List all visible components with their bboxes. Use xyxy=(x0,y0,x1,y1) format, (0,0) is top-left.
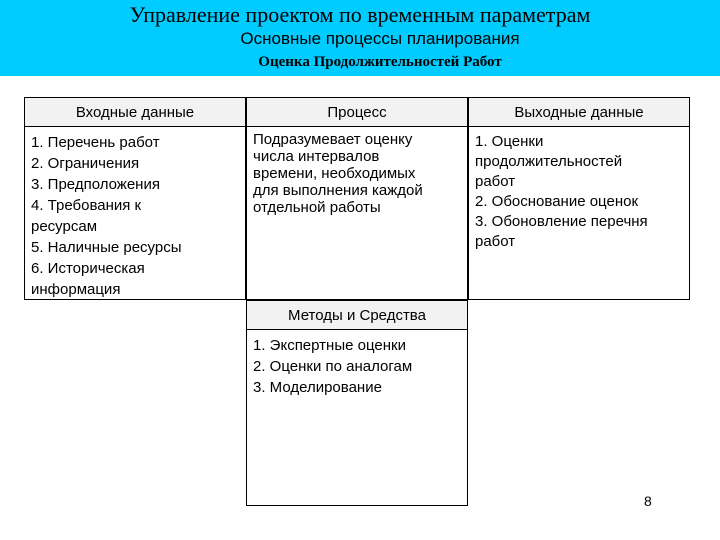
process-line: для выполнения каждой xyxy=(253,182,423,199)
page-number: 8 xyxy=(644,493,652,509)
inputs-item: информация xyxy=(31,281,121,298)
process-label: Процесс xyxy=(327,103,387,121)
process-description xyxy=(246,126,468,300)
section-title: Оценка Продолжительностей Работ xyxy=(258,54,502,70)
outputs-item: работ xyxy=(475,233,516,250)
process-line: времени, необходимых xyxy=(253,165,416,182)
inputs-item: 3. Предположения xyxy=(31,176,160,193)
page-title: Управление проектом по временным параметрам xyxy=(129,2,591,27)
outputs-list xyxy=(468,126,690,300)
inputs-item: 1. Перечень работ xyxy=(31,134,160,151)
methods-item: 2. Оценки по аналогам xyxy=(253,358,413,375)
methods-label: Методы и Средства xyxy=(288,306,426,324)
outputs-item: продолжительностей xyxy=(475,153,623,170)
outputs-item: работ xyxy=(475,173,516,190)
outputs-item: 3. Обоновление перечня xyxy=(475,213,648,230)
process-header xyxy=(246,97,468,127)
inputs-item: 5. Наличные ресурсы xyxy=(31,239,182,256)
inputs-list xyxy=(24,126,246,300)
methods-list xyxy=(246,329,468,506)
outputs-header xyxy=(468,97,690,127)
inputs-item: 4. Требования к xyxy=(31,197,142,214)
inputs-item: ресурсам xyxy=(31,218,98,235)
process-line: отдельной работы xyxy=(253,199,381,216)
inputs-header xyxy=(24,97,246,127)
methods-item: 1. Экспертные оценки xyxy=(253,337,406,354)
inputs-label: Входные данные xyxy=(75,103,195,121)
methods-item: 3. Моделирование xyxy=(253,379,382,396)
inputs-item: 6. Историческая xyxy=(31,260,145,277)
outputs-item: 2. Обоснование оценок xyxy=(475,193,639,210)
outputs-item: 1. Оценки xyxy=(475,133,544,150)
inputs-item: 2. Ограничения xyxy=(31,155,140,172)
methods-header xyxy=(246,300,468,330)
title-banner xyxy=(0,0,720,76)
page-subtitle: Основные процессы планирования xyxy=(240,29,520,48)
process-line: числа интервалов xyxy=(253,148,380,165)
process-line: Подразумевает оценку xyxy=(253,131,413,148)
outputs-label: Выходные данные xyxy=(514,103,644,121)
